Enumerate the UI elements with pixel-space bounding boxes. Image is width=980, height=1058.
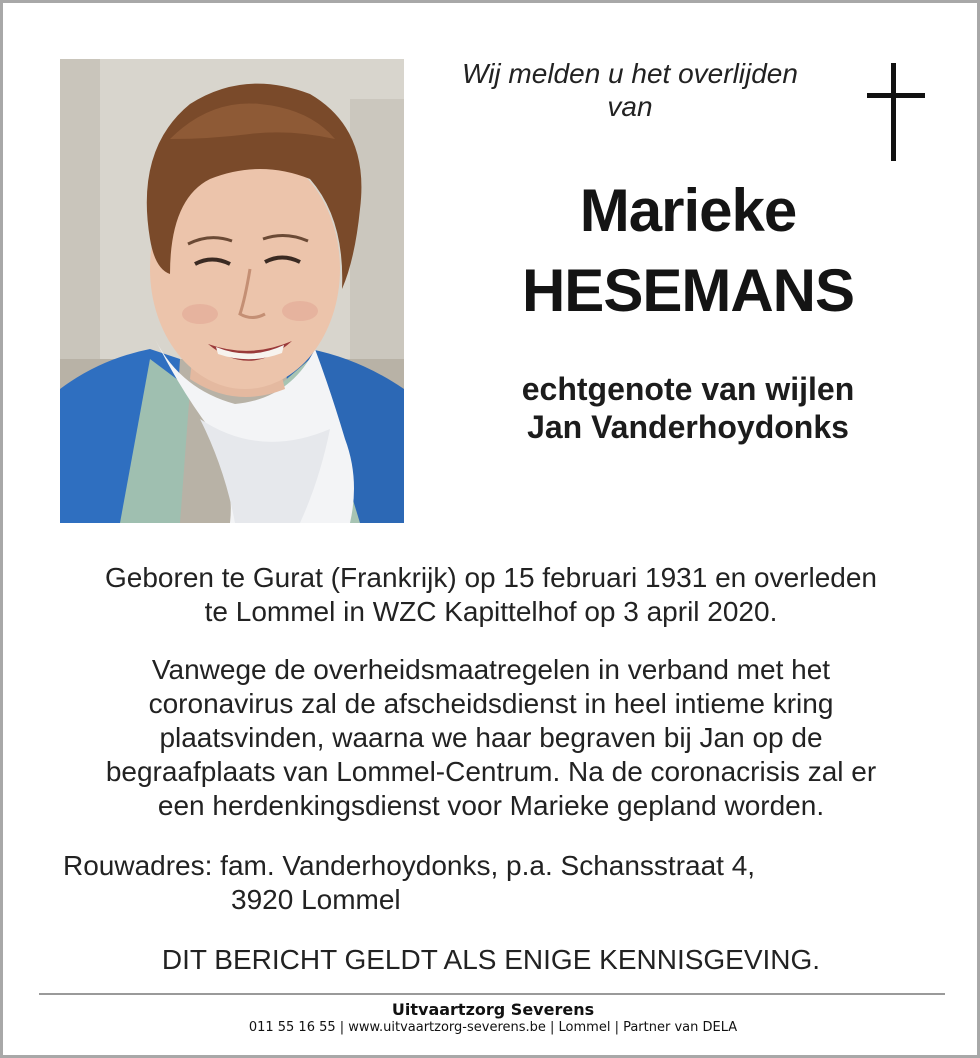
intro-text — [403, 57, 857, 123]
birth-death-info — [33, 561, 949, 629]
body-line: Vanwege de overheidsmaatregelen in verband met het — [151, 654, 831, 685]
footer-divider — [39, 993, 945, 995]
cross-icon — [867, 63, 925, 163]
body-line: begraafplaats van Lommel-Centrum. Na de coronacrisis zal er — [105, 756, 877, 787]
funeral-company-contact: 011 55 16 55 | www.uitvaartzorg-severens.be | Lommel | Partner van DELA — [248, 1020, 738, 1035]
spouse-line-2: Jan Vanderhoydonks — [527, 409, 849, 445]
body-line: een herdenkingsdienst voor Marieke gepland worden. — [157, 790, 825, 821]
birth-line-2: te Lommel in WZC Kapittelhof op 3 april 2020. — [204, 596, 778, 627]
address-line-2: 3920 Lommel — [231, 884, 401, 915]
intro-line-1: Wij melden u het overlijden — [462, 58, 798, 89]
deceased-first-name: Marieke — [579, 177, 797, 244]
address-line-1: Rouwadres: fam. Vanderhoydonks, p.a. Schansstraat 4, — [63, 850, 756, 881]
mourning-address — [63, 849, 923, 917]
body-line: coronavirus zal de afscheidsdienst in heel intieme kring — [148, 688, 834, 719]
spouse-line-1: echtgenote van wijlen — [521, 371, 855, 407]
spouse-info — [433, 370, 943, 446]
deceased-last-name: HESEMANS — [521, 257, 855, 324]
funeral-company-name: Uitvaartzorg Severens — [391, 1000, 595, 1019]
portrait-photo — [60, 59, 404, 523]
body-line: plaatsvinden, waarna we haar begraven bij Jan op de — [159, 722, 823, 753]
portrait-illustration — [60, 59, 404, 523]
sole-notice: DIT BERICHT GELDT ALS ENIGE KENNISGEVING. — [161, 944, 821, 975]
intro-line-2: van — [607, 91, 653, 122]
birth-line-1: Geboren te Gurat (Frankrijk) op 15 februari 1931 en overleden — [105, 562, 877, 593]
service-info — [33, 653, 949, 823]
